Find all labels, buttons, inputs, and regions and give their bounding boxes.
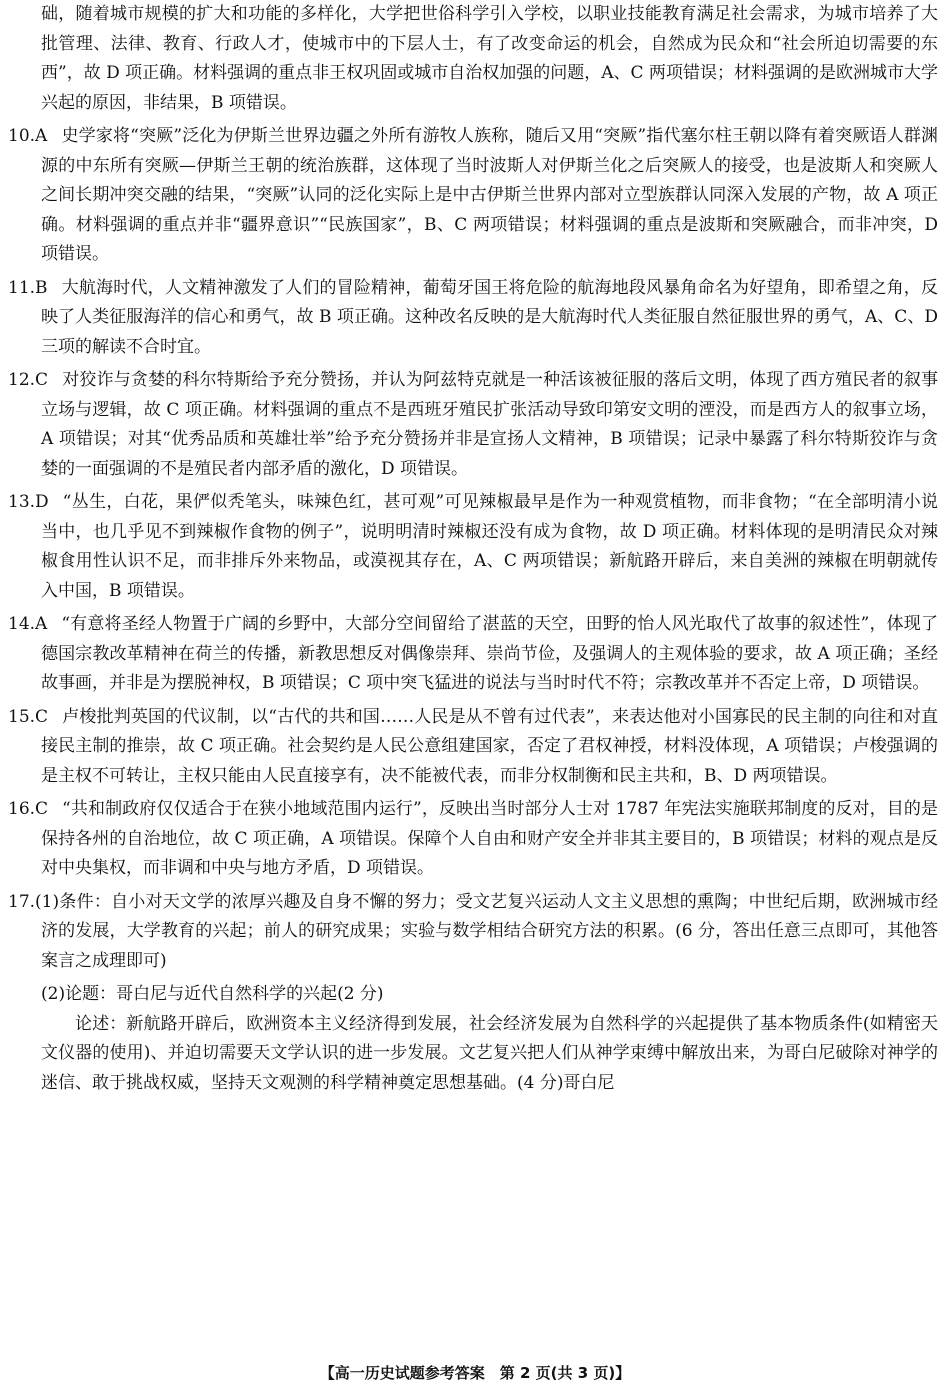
item-number: 14.A: [8, 614, 48, 634]
answer-item-12: [8, 366, 938, 484]
answer-item-16: [8, 795, 938, 884]
item-number: 10.A: [8, 126, 48, 146]
answer-item-11: [8, 274, 938, 363]
answer-item-10: [8, 122, 938, 270]
item-text: 卢梭批判英国的代议制，以“古代的共和国……人民是从不曾有过代表”，来表达他对小国寡民的民主制的向往和对直接民主制的推崇，故 C 项正确。社会契约是人民公意组建国家，否定了君权神授，材料没体现，A 项错误；卢梭强调的是主权不可转让，主权只能由人民直接享有，决不能被代表，而非分权制衡和民主共和，B、D 两项错误。: [41, 706, 938, 786]
item-text: 对狡诈与贪婪的科尔特斯给予充分赞扬，并认为阿兹特克就是一种活该被征服的落后文明，体现了西方殖民者的叙事立场与逻辑，故 C 项正确。材料强调的重点不是西班牙殖民扩张活动导致印第安文明的湮没，而是西方人的叙事立场，A 项错误；对其“优秀品质和英雄壮举”给予充分赞扬并非是宣扬人文精神，B 项错误；记录中暴露了科尔特斯狡诈与贪婪的一面强调的不是殖民者内部矛盾的激化，D 项错误。: [41, 370, 938, 479]
page-footer: 【高一历史试题参考答案 第 2 页(共 3 页)】: [319, 1364, 631, 1382]
item-number: 16.C: [8, 799, 49, 819]
paragraph-continuation: 础，随着城市规模的扩大和功能的多样化，大学把世俗科学引入学校，以职业技能教育满足社会需求，为城市培养了大批管理、法律、教育、行政人才，使城市中的下层人士，有了改变命运的机会，自然成为民众和“社会所迫切需要的东西”，故 D 项正确。材料强调的重点非王权巩固或城市自治权加强的问题，A、C 两项错误；材料强调的是欧洲城市大学兴起的原因，非结果，B 项错误。: [41, 4, 938, 113]
item-number: 12.C: [8, 370, 49, 390]
answer-item-14: [8, 610, 938, 699]
answer-item-17-1: [8, 888, 938, 977]
item-number: 17.(1): [8, 891, 60, 912]
item-text: “有意将圣经人物置于广阔的乡野中，大部分空间留给了湛蓝的天空，田野的怡人风光取代了故事的叙述性”，体现了德国宗教改革精神在荷兰的传播，新教思想反对偶像崇拜、崇尚节俭，及强调人的主观体验的要求，故 A 项正确；圣经故事画，并非是为摆脱神权，B 项错误；C 项中突飞猛进的说法与当时时代不符；宗教改革并不否定上帝，D 项错误。: [41, 614, 938, 693]
answer-item-17-2-thesis: (2)论题：哥白尼与近代自然科学的兴起(2 分): [41, 984, 384, 1004]
item-number: 13.D: [8, 492, 49, 512]
item-text: 条件：自小对天文学的浓厚兴趣及自身不懈的努力；受文艺复兴运动人文主义思想的熏陶；中世纪后期，欧洲城市经济的发展，大学教育的兴起；前人的研究成果；实验与数学相结合研究方法的积累。(6 分，答出任意三点即可，其他答案言之成理即可): [41, 891, 938, 971]
item-number: 11.B: [8, 277, 48, 298]
item-text: 大航海时代，人文精神激发了人们的冒险精神，葡萄牙国王将危险的航海地段风暴角命名为好望角，即希望之角，反映了人类征服海洋的信心和勇气，故 B 项正确。这种改名反映的是大航海时代人类征服自然征服世界的勇气，A、C、D 三项的解读不合时宜。: [41, 277, 938, 357]
answer-item-17-2-argument: 论述：新航路开辟后，欧洲资本主义经济得到发展，社会经济发展为自然科学的兴起提供了基本物质条件(如精密天文仪器的使用)、并迫切需要天文学认识的进一步发展。文艺复兴把人们从神学束缚中解放出来，为哥白尼破除对神学的迷信、敢于挑战权威，坚持天文观测的科学精神奠定思想基础。(4 分)哥白尼: [41, 1013, 938, 1093]
answer-item-13: [8, 488, 938, 606]
answer-item-15: [8, 703, 938, 792]
item-text: 史学家将“突厥”泛化为伊斯兰世界边疆之外所有游牧人族称，随后又用“突厥”指代塞尔柱王朝以降有着突厥语人群渊源的中东所有突厥—伊斯兰王朝的统治族群，这体现了当时波斯人对伊斯兰化之后突厥人的接受，也是波斯人和突厥人之间长期冲突交融的结果，“突厥”认同的泛化实际上是中古伊斯兰世界内部对立型族群认同深入发展的产物，故 A 项正确。材料强调的重点并非“疆界意识”“民族国家”，B、C 两项错误；材料强调的重点是波斯和突厥融合，而非冲突，D 项错误。: [41, 126, 938, 264]
item-text: “共和制政府仅仅适合于在狭小地域范围内运行”，反映出当时部分人士对 1787 年宪法实施联邦制度的反对，目的是保持各州的自治地位，故 C 项正确，A 项错误。保障个人自由和财产安全并非其主要目的，B 项错误；材料的观点是反对中央集权，而非调和中央与地方矛盾，D 项错误。: [41, 799, 938, 878]
item-text: “丛生，白花，果俨似秃笔头，味辣色红，甚可观”可见辣椒最早是作为一种观赏植物，而非食物；“在全部明清小说当中，也几乎见不到辣椒作食物的例子”，说明明清时辣椒还没有成为食物，故 D 项正确。材料体现的是明清民众对辣椒食用性认识不足，而非排斥外来物品，或漠视其存在，A、C 两项错误；新航路开辟后，来自美洲的辣椒在明朝就传入中国，B 项错误。: [41, 492, 938, 601]
item-number: 15.C: [8, 706, 49, 727]
answer-page: [8, 0, 938, 1102]
